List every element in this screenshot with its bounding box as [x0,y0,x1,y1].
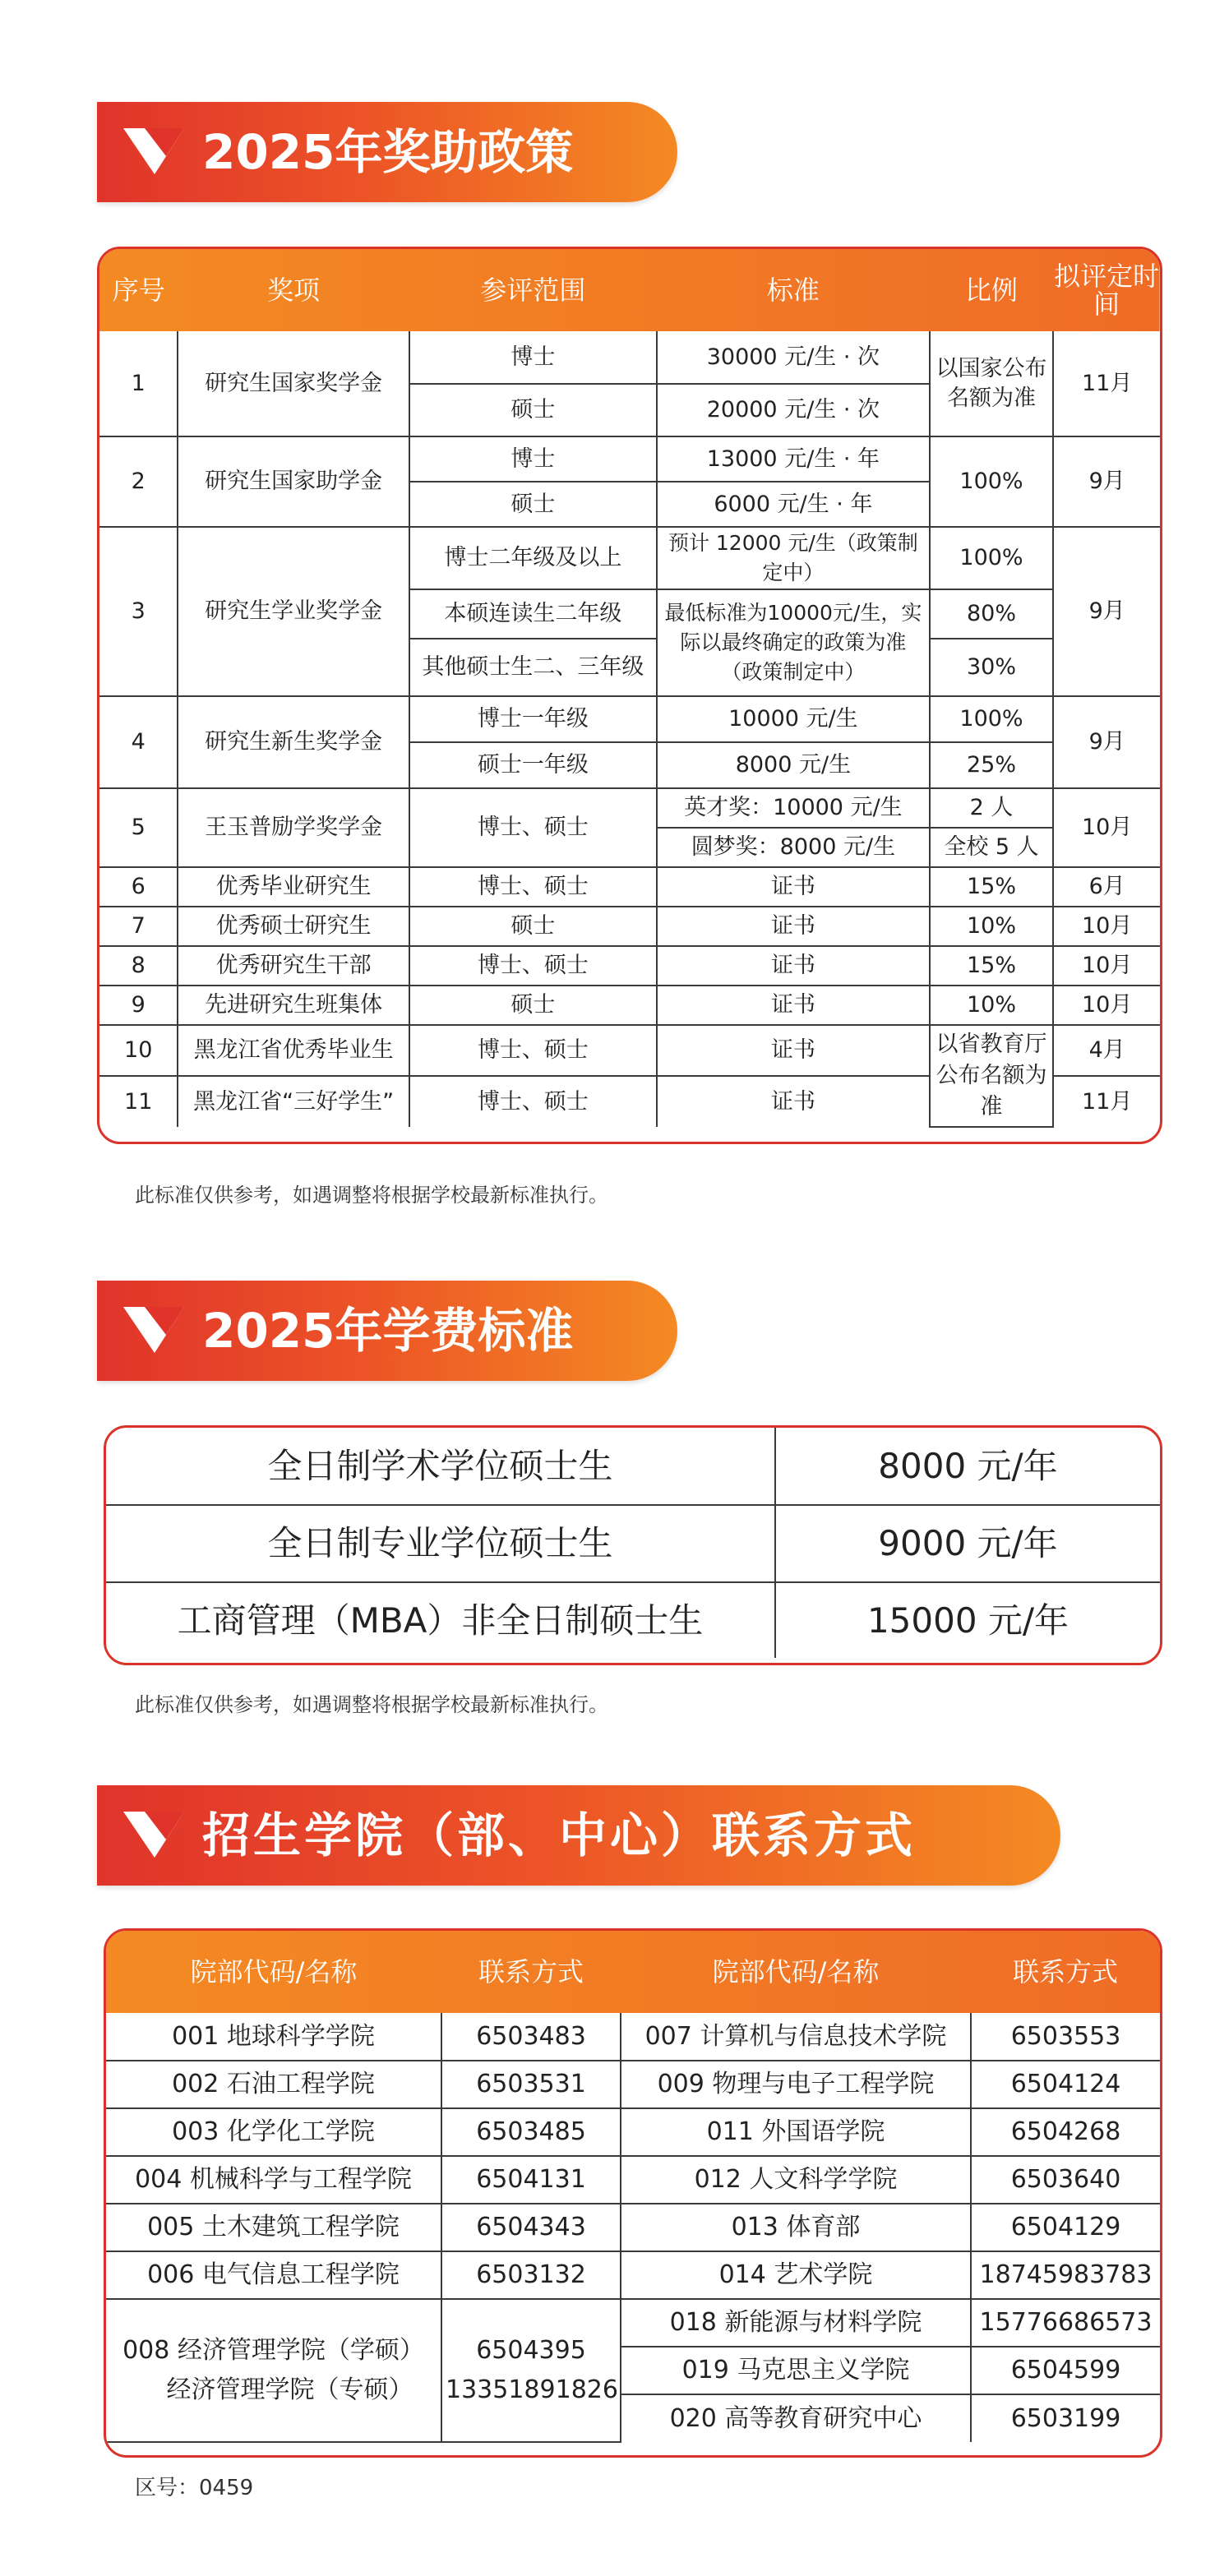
cell-no: 10 [99,1025,178,1076]
cell-time: 11月 [1053,331,1160,436]
table-row [99,946,1160,986]
cell-dept: 018 新能源与材料学院 [621,2299,971,2347]
table-row [99,436,1160,482]
contacts-banner [97,1785,1060,1886]
table-row [99,696,1160,742]
header-ratio: 比例 [964,275,1018,306]
cell-ratio: 80% [930,589,1054,639]
cell-phone: 6503531 [441,2061,621,2108]
cell-scope: 博士 [409,331,657,384]
triangle-arrow-icon [122,125,186,178]
cell-ratio: 25% [930,742,1054,788]
cell-standard: 20000 元/生 · 次 [657,384,930,436]
table-row [106,2108,1160,2156]
cell-standard: 证书 [657,1025,930,1076]
cell-dept: 002 石油工程学院 [106,2061,441,2108]
cell-time: 10月 [1053,788,1160,867]
cell-no: 4 [99,696,178,788]
cell-time: 6月 [1053,867,1160,907]
cell-ratio: 10% [930,986,1054,1025]
area-code: 区号：0459 [135,2476,254,2500]
cell-standard: 英才奖：10000 元/生 [657,788,930,828]
cell-ratio: 15% [930,867,1054,907]
cell-award: 黑龙江省优秀毕业生 [178,1025,409,1076]
cell-fee: 8000 元/年 [775,1428,1160,1505]
cell-degree-type: 工商管理（MBA）非全日制硕士生 [106,1582,775,1658]
cell-dept: 020 高等教育研究中心 [621,2394,971,2442]
header-phone-left: 联系方式 [478,1956,584,1987]
cell-standard: 最低标准为10000元/生，实际以最终确定的政策为准（政策制定中） [657,589,930,696]
cell-phone: 18745983783 [971,2251,1160,2299]
cell-dept [106,2299,441,2442]
cell-no: 9 [99,986,178,1025]
cell-scope: 博士、硕士 [409,867,657,907]
cell-phone: 6504343 [441,2204,621,2251]
fees-note: 此标准仅供参考，如遇调整将根据学校最新标准执行。 [135,1693,608,1716]
cell-scope: 硕士一年级 [409,742,657,788]
cell-phone: 6503553 [971,2013,1160,2061]
cell-award: 研究生国家助学金 [178,436,409,527]
cell-standard: 预计 12000 元/生（政策制定中） [657,527,930,589]
header-no: 序号 [112,275,165,306]
table-row [99,1025,1160,1076]
table-row [99,527,1160,589]
cell-dept: 005 土木建筑工程学院 [106,2204,441,2251]
table-row [106,1428,1160,1505]
table-row [99,907,1160,946]
fee-table [104,1425,1162,1665]
table-row [106,2156,1160,2204]
table-row [99,986,1160,1025]
table-row [106,2013,1160,2061]
cell-award: 优秀毕业研究生 [178,867,409,907]
cell-award: 黑龙江省“三好学生” [178,1076,409,1127]
cell-ratio: 全校 5 人 [930,828,1054,867]
cell-standard: 证书 [657,907,930,946]
cell-scope: 博士二年级及以上 [409,527,657,589]
table-row [99,867,1160,907]
cell-time: 9月 [1053,436,1160,527]
cell-fee: 15000 元/年 [775,1582,1160,1658]
policy-title: 2025年奖助政策 [202,124,574,180]
cell-scope: 本硕连读生二年级 [409,589,657,639]
cell-ratio: 2 人 [930,788,1054,828]
cell-scope: 其他硕士生二、三年级 [409,639,657,696]
cell-ratio: 30% [930,639,1054,696]
cell-standard: 证书 [657,986,930,1025]
fees-title: 2025年学费标准 [202,1303,574,1359]
table-row [106,2204,1160,2251]
cell-phone: 6504129 [971,2204,1160,2251]
cell-ratio: 10% [930,907,1054,946]
cell-award: 优秀研究生干部 [178,946,409,986]
header-dept-left: 院部代码/名称 [190,1956,358,1987]
cell-dept: 009 物理与电子工程学院 [621,2061,971,2108]
cell-no: 11 [99,1076,178,1127]
cell-phone: 6503483 [441,2013,621,2061]
policy-table [97,247,1162,1144]
cell-dept: 013 体育部 [621,2204,971,2251]
cell-time: 9月 [1053,527,1160,696]
cell-ratio: 以国家公布名额为准 [930,331,1054,436]
cell-award: 研究生国家奖学金 [178,331,409,436]
cell-scope: 博士、硕士 [409,1076,657,1127]
header-scope: 参评范围 [480,275,586,306]
cell-dept: 007 计算机与信息技术学院 [621,2013,971,2061]
cell-scope: 硕士 [409,907,657,946]
policy-note: 此标准仅供参考，如遇调整将根据学校最新标准执行。 [135,1184,608,1207]
cell-dept: 004 机械科学与工程学院 [106,2156,441,2204]
cell-award: 王玉普励学奖学金 [178,788,409,867]
cell-ratio: 100% [930,436,1054,527]
cell-standard: 30000 元/生 · 次 [657,331,930,384]
cell-phone: 6504131 [441,2156,621,2204]
cell-ratio: 以省教育厅公布名额为准 [930,1025,1054,1127]
table-row [106,2299,1160,2347]
header-dept-right: 院部代码/名称 [712,1956,880,1987]
contacts-title: 招生学院（部、中心）联系方式 [202,1807,917,1863]
phone-econ-professional: 13351891826 [446,2375,618,2404]
cell-time: 10月 [1053,986,1160,1025]
cell-standard: 10000 元/生 [657,696,930,742]
table-row [106,2251,1160,2299]
cell-no: 6 [99,867,178,907]
dept-econ-professional: 经济管理学院（专硕） [166,2375,413,2404]
triangle-arrow-icon [122,1808,186,1861]
triangle-arrow-icon [122,1304,186,1356]
cell-time: 10月 [1053,907,1160,946]
cell-phone [441,2299,621,2442]
cell-scope: 硕士 [409,482,657,527]
cell-dept: 006 电气信息工程学院 [106,2251,441,2299]
cell-degree-type: 全日制专业学位硕士生 [106,1505,775,1582]
cell-standard: 圆梦奖：8000 元/生 [657,828,930,867]
cell-phone: 6504268 [971,2108,1160,2156]
cell-ratio: 15% [930,946,1054,986]
cell-scope: 硕士 [409,384,657,436]
cell-scope: 博士 [409,436,657,482]
cell-award: 先进研究生班集体 [178,986,409,1025]
fees-banner [97,1281,677,1381]
cell-no: 1 [99,331,178,436]
cell-no: 5 [99,788,178,867]
cell-scope: 博士、硕士 [409,1025,657,1076]
table-row [99,331,1160,384]
header-award: 奖项 [267,275,321,306]
phone-econ-academic: 6504395 [476,2336,586,2365]
cell-phone: 6503132 [441,2251,621,2299]
table-row [106,2061,1160,2108]
cell-ratio: 100% [930,696,1054,742]
cell-degree-type: 全日制学术学位硕士生 [106,1428,775,1505]
cell-dept: 003 化学化工学院 [106,2108,441,2156]
dept-econ-academic: 008 经济管理学院（学硕） [122,2336,424,2365]
cell-award: 优秀硕士研究生 [178,907,409,946]
contact-table [104,1928,1162,2458]
cell-standard: 6000 元/生 · 年 [657,482,930,527]
cell-phone: 6503640 [971,2156,1160,2204]
cell-standard: 证书 [657,867,930,907]
cell-scope: 博士、硕士 [409,946,657,986]
cell-phone: 6504124 [971,2061,1160,2108]
cell-award: 研究生新生奖学金 [178,696,409,788]
cell-ratio: 100% [930,527,1054,589]
cell-phone: 6503485 [441,2108,621,2156]
cell-no: 8 [99,946,178,986]
cell-dept: 012 人文科学学院 [621,2156,971,2204]
cell-time: 11月 [1053,1076,1160,1127]
cell-dept: 014 艺术学院 [621,2251,971,2299]
header-standard: 标准 [766,275,820,306]
cell-no: 2 [99,436,178,527]
cell-dept: 001 地球科学学院 [106,2013,441,2061]
table-row [99,788,1160,828]
cell-standard: 8000 元/生 [657,742,930,788]
cell-scope: 博士一年级 [409,696,657,742]
table-row [106,1582,1160,1658]
cell-no: 3 [99,527,178,696]
cell-standard: 证书 [657,946,930,986]
cell-dept: 011 外国语学院 [621,2108,971,2156]
cell-fee: 9000 元/年 [775,1505,1160,1582]
policy-banner [97,102,677,202]
cell-phone: 15776686573 [971,2299,1160,2347]
header-time: 拟评定时间 [1054,261,1160,320]
cell-award: 研究生学业奖学金 [178,527,409,696]
cell-time: 4月 [1053,1025,1160,1076]
cell-dept: 019 马克思主义学院 [621,2347,971,2394]
cell-standard: 证书 [657,1076,930,1127]
cell-standard: 13000 元/生 · 年 [657,436,930,482]
cell-scope: 硕士 [409,986,657,1025]
cell-phone: 6503199 [971,2394,1160,2442]
table-row [106,1505,1160,1582]
cell-scope: 博士、硕士 [409,788,657,867]
cell-time: 10月 [1053,946,1160,986]
header-phone-right: 联系方式 [1012,1956,1118,1987]
cell-no: 7 [99,907,178,946]
cell-phone: 6504599 [971,2347,1160,2394]
cell-time: 9月 [1053,696,1160,788]
